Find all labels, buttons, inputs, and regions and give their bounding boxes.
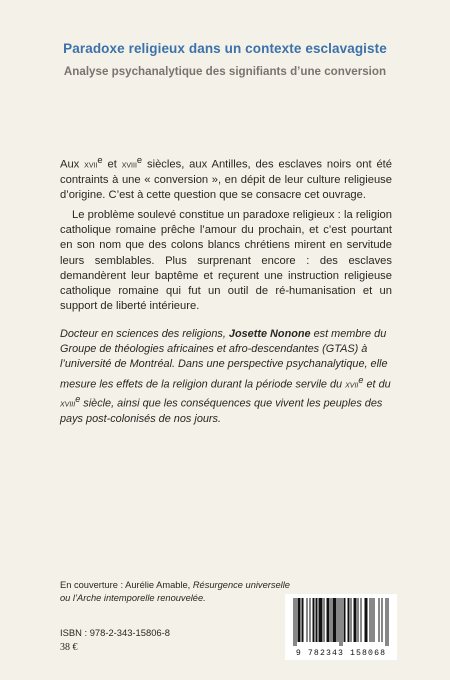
barcode-bar — [386, 598, 387, 646]
barcode-bar — [336, 598, 337, 642]
summary-paragraph-1 — [60, 153, 392, 204]
century-label: xvii — [345, 378, 359, 391]
barcode-bar — [348, 598, 349, 642]
barcode-bar — [361, 598, 362, 642]
isbn-label: ISBN : 978-2-343-15806-8 — [60, 627, 170, 638]
barcode-bar — [367, 598, 368, 642]
bio-text-span: est membre du Groupe de théologies africaines et afro-descendantes (GTAS) à l’université de Montréal. Dans une perspective psychanalytique, elle mesure les effets de la religion durant la période servile du — [60, 328, 388, 391]
barcode-bar — [374, 598, 375, 642]
barcode-bar — [333, 598, 334, 642]
author-bio — [60, 327, 396, 427]
summary-text-span: et — [102, 158, 122, 171]
barcode-bar — [329, 598, 330, 642]
barcode-bar — [302, 598, 303, 642]
barcode-bar — [372, 598, 373, 642]
barcode-bar — [366, 598, 367, 642]
cover-credits — [60, 579, 290, 605]
barcode-bar — [365, 598, 366, 642]
barcode-bar — [388, 598, 389, 646]
barcode-bar — [300, 598, 301, 642]
summary-text-span: siècles, aux Antilles, des esclaves noirs ont été contraints à une « conversion », en dépit de leur culture religieuse d’origine. C’est à cette question que se consacre cet ouvrage. — [60, 158, 393, 202]
summary-paragraph-2: Le problème soulevé constitue un paradoxe religieux : la religion catholique romaine prêche l’amour du prochain, et c’est pourtant en son nom que des colons blancs chrétiens mirent en servitude leurs semblables. Plus surprenant encore : des esclaves demandèrent leur baptême et reçurent une instruction religieuse catholique romaine qui fut un outil de ré-humanisation et un support de liberté intérieure. — [60, 208, 392, 313]
credits-line-2 — [60, 592, 290, 605]
barcode-bar — [316, 598, 317, 642]
barcode-bar — [340, 598, 341, 646]
bio-text-span: siècle, ainsi que les conséquences que vivent les peuples des pays post-colonisés de nos jours. — [60, 398, 383, 426]
barcode-bar — [344, 598, 345, 642]
century-suffix: e — [358, 374, 364, 385]
barcode-bar — [299, 598, 300, 642]
barcode-bar — [324, 598, 325, 642]
bio-text-span: et du — [363, 378, 391, 391]
barcode-bar — [321, 598, 322, 642]
barcode-bar — [379, 598, 380, 642]
barcode-bar — [335, 598, 336, 642]
barcode-bar — [313, 598, 314, 642]
barcode-bar — [328, 598, 329, 642]
barcode-bar — [298, 598, 299, 642]
barcode-bar — [342, 598, 343, 646]
barcode-bar — [349, 598, 350, 642]
barcode-bar — [320, 598, 321, 642]
barcode-bar — [327, 598, 328, 642]
barcode-bar — [358, 598, 359, 642]
century-label: xvii — [84, 158, 98, 171]
barcode-bars — [285, 594, 397, 648]
barcode-bar — [303, 598, 304, 642]
barcode-digits: 9 782343 158068 — [295, 649, 387, 658]
barcode-bar — [319, 598, 320, 642]
credits-line-1 — [60, 579, 290, 592]
barcode-bar — [307, 598, 308, 642]
barcode-bar — [296, 598, 297, 646]
century-label: xviii — [121, 158, 137, 171]
century-label: xviii — [60, 398, 76, 411]
barcode-bar — [331, 598, 332, 642]
barcode-bar — [345, 598, 346, 642]
barcode — [285, 594, 397, 660]
century-suffix: e — [75, 394, 81, 405]
barcode-bar — [351, 598, 352, 642]
artwork-title-continued: ou l’Arche intemporelle renouvelée. — [60, 592, 206, 603]
summary-text — [60, 153, 392, 315]
barcode-bar — [317, 598, 318, 642]
book-title: Paradoxe religieux dans un contexte esclavagiste — [63, 41, 387, 56]
barcode-bar — [382, 598, 383, 642]
bio-text-span: Docteur en sciences des religions, — [60, 328, 229, 340]
barcode-bar — [294, 598, 295, 646]
artwork-title: Résurgence universelle — [192, 580, 290, 590]
barcode-bar — [334, 598, 335, 642]
credits-text: En couverture : Aurélie Amable, — [60, 580, 193, 590]
barcode-bar — [354, 598, 355, 642]
price-label: 38 € — [60, 642, 78, 653]
barcode-bar — [356, 598, 357, 642]
barcode-bar — [370, 598, 371, 642]
barcode-bar — [338, 598, 339, 642]
century-suffix: e — [136, 155, 143, 165]
barcode-bar — [322, 598, 323, 642]
book-subtitle: Analyse psychanalytique des signifiants d’une conversion — [63, 65, 387, 78]
summary-text-span: Aux — [60, 158, 85, 171]
barcode-bar — [310, 598, 311, 642]
author-name: Josette Nonone — [228, 328, 311, 340]
barcode-bar — [355, 598, 356, 642]
century-suffix: e — [97, 155, 103, 165]
barcode-bar — [314, 598, 315, 642]
